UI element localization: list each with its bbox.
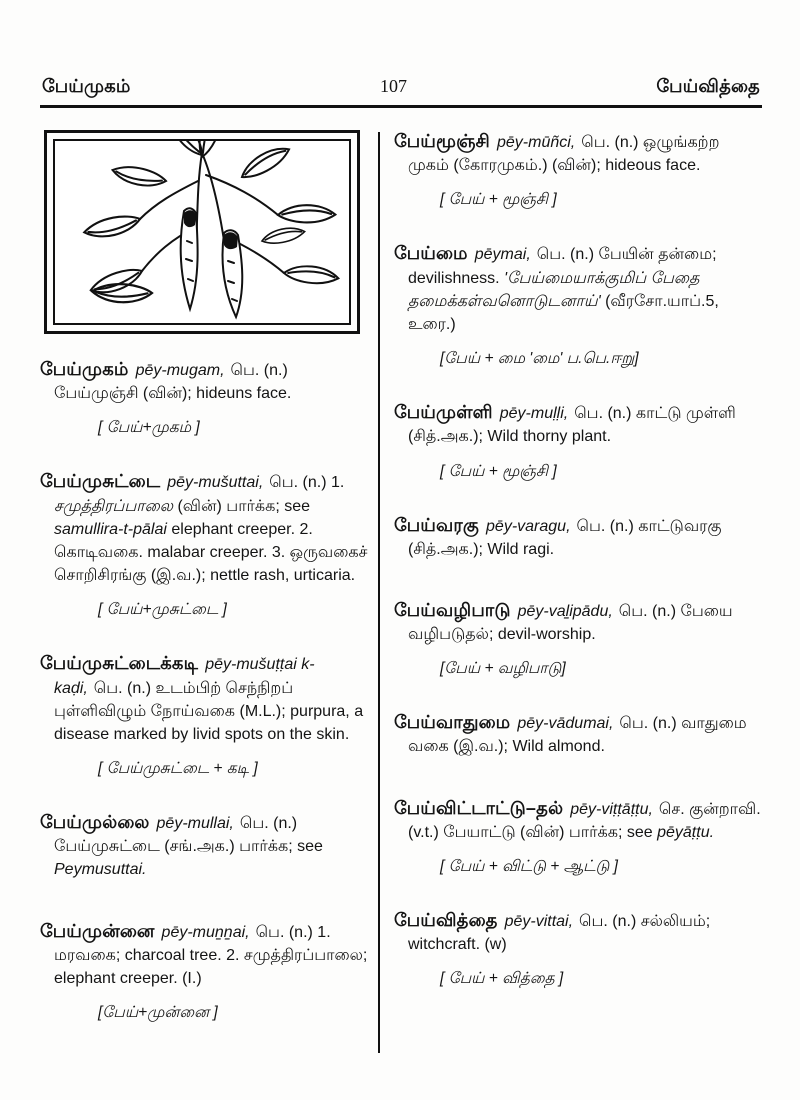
plant-figure-frame	[44, 130, 360, 334]
left-column	[40, 128, 378, 1053]
entry-transliteration: pēy-mūñci,	[496, 134, 576, 151]
entry-headword: பேய்மூஞ்சி	[394, 131, 490, 151]
entry-etymology: [பேய்+முன்னை ]	[98, 1004, 218, 1022]
text-run: செ. குன்றாவி. (v.t.) பேயாட்டு (வின்) பார்க்க; see	[408, 800, 761, 841]
plant-figure-inner-frame	[53, 139, 351, 325]
dict-entry	[40, 356, 372, 438]
dict-entry	[394, 399, 762, 481]
entry-text	[394, 512, 762, 561]
running-header	[40, 76, 762, 108]
text-run: பெ. (n.) வாதுமை வகை (இ.வ.); Wild almond.	[408, 715, 747, 756]
entry-text	[394, 795, 762, 844]
plant-illustration	[56, 141, 348, 323]
entry-headword: பேய்முள்ளி	[394, 402, 493, 423]
entry-etymology: [ பேய் + வித்தை ]	[440, 970, 564, 988]
entry-headword: பேய்மை	[394, 243, 468, 264]
text-run: பெ. (n.) ஒழுங்கற்ற முகம் (கோரமுகம்.) (வின்); hideous face.	[408, 134, 720, 175]
entry-headword: பேய்வித்தை	[394, 910, 498, 930]
entry-transliteration: pēy-muṉṉai,	[161, 923, 250, 941]
entry-transliteration: pēy-vādumai,	[517, 715, 614, 733]
entry-transliteration: pēy-mugam,	[135, 362, 225, 379]
dict-entry	[40, 809, 372, 882]
text-run: பெ. (n.) 1. மரவகை; charcoal tree. 2. சமுத்திரப்பாலை; elephant creeper. (I.)	[54, 923, 368, 987]
entry-headword: பேய்வரகு	[394, 514, 480, 535]
entry-headword: பேய்முசுட்டைக்கடி	[40, 653, 199, 674]
dict-entry	[394, 240, 762, 369]
entry-text	[394, 907, 762, 956]
text-run: சமுத்திரப்பாலை	[54, 497, 174, 515]
dict-entry	[394, 709, 762, 758]
entry-text	[40, 918, 372, 991]
dict-entry	[40, 650, 372, 779]
header-left-guideword: பேய்முகம்	[42, 76, 131, 96]
entry-etymology: [ பேய் + மூஞ்சி ]	[440, 462, 557, 480]
text-run: பெ. (n.) 1.	[269, 474, 345, 492]
entry-etymology: [ பேய் + மூஞ்சி ]	[440, 191, 557, 209]
text-run: 'பேய்மையாக்குமிப் பேதை தமைக்கள்வனொடுடனாய்'	[408, 269, 700, 310]
text-run: பெ. (n.) உடம்பிற் செந்நிறப் புள்ளிவிழும் நோய்வகை (M.L.); purpura, a disease marked by livid spots on the skin.	[54, 679, 364, 743]
entry-etymology: [ பேய்முசுட்டை + கடி ]	[98, 760, 258, 778]
dict-entry	[394, 597, 762, 679]
header-right-guideword: பேய்வித்தை	[656, 76, 760, 96]
entry-text	[40, 809, 372, 882]
text-run: (வீரசோ.யாப்.5, உரை.)	[408, 292, 719, 333]
entry-transliteration: pēymai,	[474, 246, 531, 264]
entry-transliteration: pēy-mušuṭṭai k-kaḍi,	[54, 656, 315, 697]
dict-entry	[394, 512, 762, 561]
entry-text	[394, 399, 762, 448]
entry-transliteration: pēy-vaḻipādu,	[517, 602, 613, 620]
text-run: பெ. (n.) பேயை வழிபடுதல்; devil-worship.	[408, 602, 733, 644]
entry-text	[394, 709, 762, 758]
entry-transliteration: pēy-vittai,	[504, 913, 574, 930]
entry-headword: பேய்வழிபாடு	[394, 599, 511, 620]
entry-etymology: [ பேய் + விட்டு + ஆட்டு ]	[440, 858, 618, 875]
dict-entry	[394, 128, 762, 210]
entry-etymology: [பேய் + மை 'மை' ப.பெ.ஈறு]	[440, 350, 639, 368]
entry-headword: பேய்முகம்	[40, 359, 129, 379]
entry-transliteration: pēy-mullai,	[156, 815, 234, 833]
text-run: pēyāṭṭu.	[657, 823, 715, 841]
entry-headword: பேய்விட்டாட்டு–தல்	[394, 797, 564, 818]
dict-entry	[40, 918, 372, 1024]
text-run: பெ. (n.) பேயின் தன்மை; devilishness.	[408, 246, 717, 287]
entry-etymology: [பேய் + வழிபாடு]	[440, 660, 566, 678]
entry-text	[394, 597, 762, 646]
entry-transliteration: pēy-muḷḷi,	[499, 405, 569, 423]
text-run: பெ. (n.) பேய்முசுட்டை (சங்.அக.) பார்க்க; see	[54, 815, 323, 856]
entry-text	[40, 356, 372, 405]
text-run: பெ. (n.) காட்டுவரகு (சித்.அக.); Wild ragi.	[408, 517, 722, 558]
entry-text	[394, 240, 762, 336]
entry-headword: பேய்முன்னை	[40, 920, 155, 941]
entry-etymology: [ பேய்+முசுட்டை ]	[98, 601, 227, 619]
dict-entry	[394, 907, 762, 989]
dict-entry	[40, 468, 372, 620]
text-run: samullira-t-pālai	[54, 520, 167, 538]
entry-headword: பேய்வாதுமை	[394, 712, 511, 733]
entry-etymology: [ பேய்+முகம் ]	[98, 419, 200, 437]
entry-headword: பேய்முசுட்டை	[40, 471, 161, 492]
two-column-body	[40, 128, 762, 1053]
entry-text	[394, 128, 762, 177]
page-number: 107	[380, 76, 407, 96]
right-column	[380, 128, 762, 1053]
entry-transliteration: pēy-mušuttai,	[167, 474, 264, 492]
text-run: பெ. (n.) சல்லியம்; witchcraft. (w)	[408, 913, 711, 954]
entry-transliteration: pēy-varagu,	[486, 517, 571, 535]
text-run: பெ. (n.) காட்டு முள்ளி (சித்.அக.); Wild thorny plant.	[408, 405, 736, 446]
dict-entry	[394, 795, 762, 877]
text-run: elephant creeper. 2. கொடிவகை. malabar creeper. 3. ஒருவகைச் சொறிசிரங்கு (இ.வ.); nettle rash, urticaria.	[54, 520, 368, 585]
entry-text	[40, 650, 372, 746]
entry-transliteration: pēy-viṭṭāṭṭu,	[570, 800, 653, 818]
text-run: Peymusuttai.	[54, 861, 147, 879]
entry-headword: பேய்முல்லை	[40, 812, 150, 833]
entry-definition	[54, 680, 363, 743]
entry-text	[40, 468, 372, 587]
text-run: (வின்) பார்க்க; see	[173, 497, 311, 515]
text-run: பெ. (n.) பேய்முஞ்சி (வின்); hideuns face.	[54, 362, 292, 403]
